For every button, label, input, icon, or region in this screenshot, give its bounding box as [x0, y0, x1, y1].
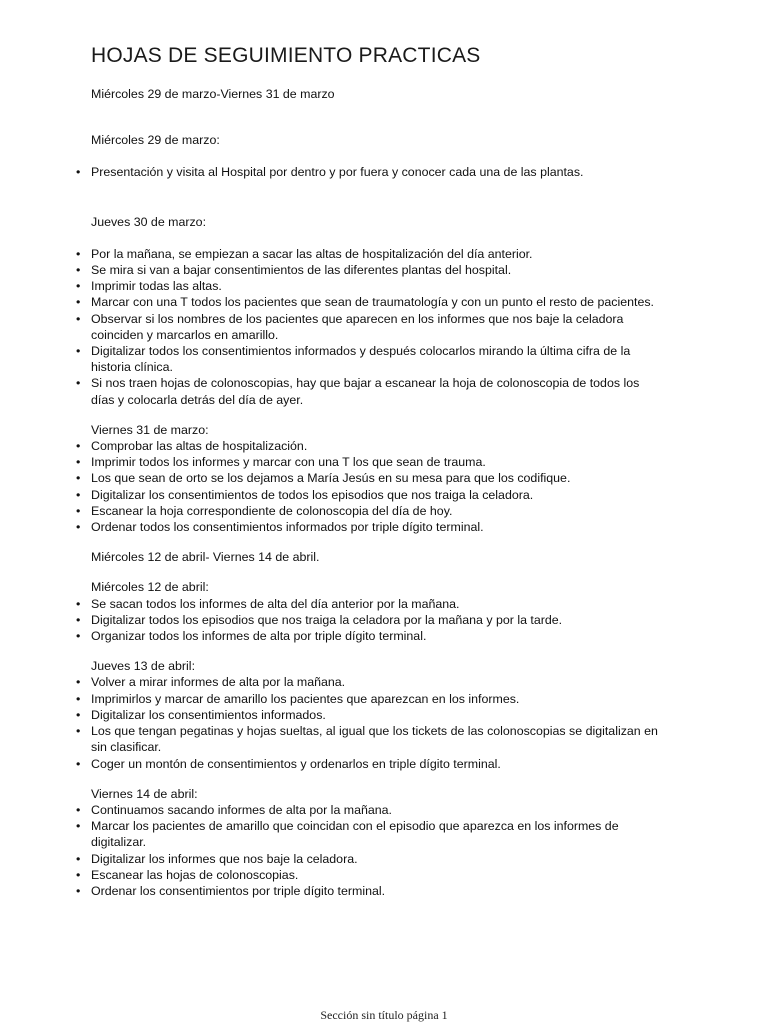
list-item: • Marcar con una T todos los pacientes que sean de traumatología y con un punto el resto de pacientes.	[91, 294, 661, 310]
list-item: • Imprimir todas las altas.	[91, 278, 661, 294]
list-item: • Escanear la hoja correspondiente de colonoscopia del día de hoy.	[91, 503, 661, 519]
document-body	[91, 86, 661, 899]
list-item: • Observar si los nombres de los pacientes que aparecen en los informes que nos baje la celadora coinciden y marcarlos en amarillo.	[91, 311, 661, 343]
list-item: • Digitalizar los informes que nos baje la celadora.	[91, 851, 661, 867]
list-item: • Se mira si van a bajar consentimientos de las diferentes plantas del hospital.	[91, 262, 661, 278]
section-heading: Jueves 30 de marzo:	[91, 214, 207, 229]
list-item: • Comprobar las altas de hospitalización.	[91, 438, 661, 454]
task-list	[91, 802, 661, 899]
list-item: • Ordenar los consentimientos por triple dígito terminal.	[91, 883, 661, 899]
list-item: • Continuamos sacando informes de alta por la mañana.	[91, 802, 661, 818]
section-heading: Jueves 13 de abril:	[91, 659, 196, 674]
list-item: • Presentación y visita al Hospital por dentro y por fuera y conocer cada una de las plantas.	[91, 164, 661, 180]
list-item: • Digitalizar los consentimientos informados.	[91, 707, 661, 723]
page-title: HOJAS DE SEGUIMIENTO PRACTICAS	[91, 44, 481, 67]
list-item: • Marcar los pacientes de amarillo que coincidan con el episodio que aparezca en los informes de digitalizar.	[91, 818, 661, 850]
list-item: • Imprimir todos los informes y marcar con una T los que sean de trauma.	[91, 454, 661, 470]
list-item: • Digitalizar todos los episodios que nos traiga la celadora por la mañana y por la tarde.	[91, 612, 661, 628]
section-heading: Miércoles 12 de abril:	[91, 580, 209, 595]
list-item: • Digitalizar los consentimientos de todos los episodios que nos traiga la celadora.	[91, 487, 661, 503]
list-item: • Los que sean de orto se los dejamos a María Jesús en su mesa para que los codifique.	[91, 470, 661, 486]
date-range-subtitle: Miércoles 12 de abril- Viernes 14 de abril.	[91, 550, 320, 565]
task-list	[91, 246, 661, 408]
task-list	[91, 438, 661, 535]
list-item: • Coger un montón de consentimientos y ordenarlos en triple dígito terminal.	[91, 756, 661, 772]
list-item: • Si nos traen hojas de colonoscopias, hay que bajar a escanear la hoja de colonoscopia de todos los días y colocarla detrás del día de ayer.	[91, 375, 661, 407]
list-item: • Ordenar todos los consentimientos informados por triple dígito terminal.	[91, 519, 661, 535]
list-item: • Se sacan todos los informes de alta del día anterior por la mañana.	[91, 596, 661, 612]
task-list	[91, 674, 661, 771]
section-heading: Viernes 31 de marzo:	[91, 422, 209, 437]
date-range-subtitle: Miércoles 29 de marzo-Viernes 31 de marzo	[91, 87, 335, 101]
section-heading: Miércoles 29 de marzo:	[91, 133, 220, 148]
list-item: • Organizar todos los informes de alta por triple dígito terminal.	[91, 628, 661, 644]
list-item: • Volver a mirar informes de alta por la mañana.	[91, 674, 661, 690]
list-item: • Digitalizar todos los consentimientos informados y después colocarlos mirando la última cifra de la historia clínica.	[91, 343, 661, 375]
page-footer: Sección sin título página 1	[320, 1008, 448, 1022]
list-item: • Escanear las hojas de colonoscopias.	[91, 867, 661, 883]
list-item: • Los que tengan pegatinas y hojas sueltas, al igual que los tickets de las colonoscopias se digitalizan en sin clasificar.	[91, 723, 661, 755]
list-item: • Imprimirlos y marcar de amarillo los pacientes que aparezcan en los informes.	[91, 691, 661, 707]
task-list	[91, 164, 661, 180]
list-item: • Por la mañana, se empiezan a sacar las altas de hospitalización del día anterior.	[91, 246, 661, 262]
task-list	[91, 596, 661, 645]
section-heading: Viernes 14 de abril:	[91, 786, 198, 801]
